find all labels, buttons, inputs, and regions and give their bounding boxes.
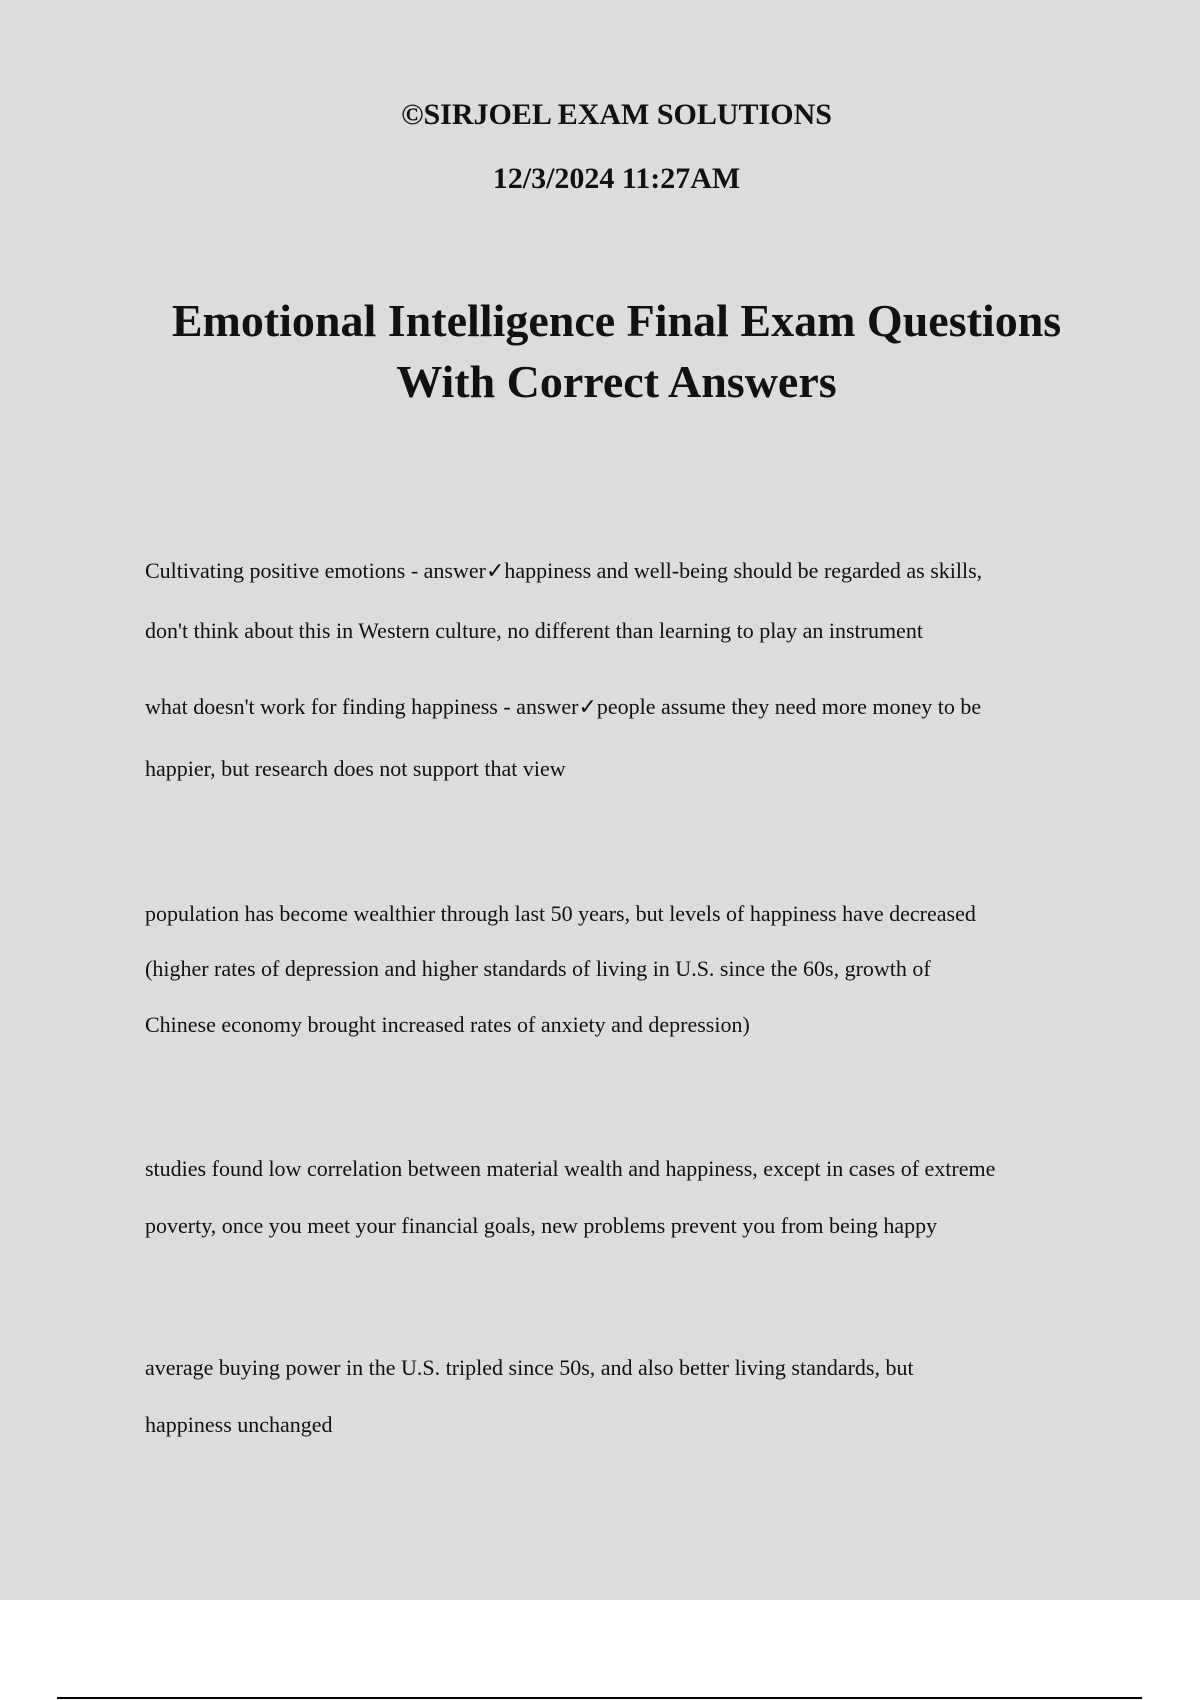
header-datetime: 12/3/2024 11:27AM — [492, 162, 741, 195]
header-organization: ©SIRJOEL EXAM SOLUTIONS — [401, 98, 832, 131]
entry-line: studies found low correlation between material wealth and happiness, except in cases of extreme — [145, 1156, 996, 1181]
document-title — [0, 290, 1200, 412]
entry-line: don't think about this in Western culture, no different than learning to play an instrument — [145, 618, 923, 643]
entry-line: Cultivating positive emotions - answer✓happiness and well-being should be regarded as skills, — [145, 558, 983, 583]
entry-line: (higher rates of depression and higher standards of living in U.S. since the 60s, growth of — [145, 956, 931, 981]
entry-line: poverty, once you meet your financial goals, new problems prevent you from being happy — [145, 1213, 938, 1238]
entry-line: average buying power in the U.S. tripled since 50s, and also better living standards, but — [145, 1355, 914, 1380]
entry-line: Chinese economy brought increased rates of anxiety and depression) — [145, 1012, 750, 1037]
qa-entry — [145, 1156, 1105, 1239]
qa-entry — [145, 694, 1105, 782]
document-title-line: Emotional Intelligence Final Exam Questions — [171, 295, 1062, 346]
entry-line: population has become wealthier through last 50 years, but levels of happiness have decreased — [145, 901, 976, 926]
entry-line: happier, but research does not support that view — [145, 756, 566, 781]
qa-entry — [145, 901, 1105, 1038]
page-divider — [57, 1697, 1142, 1699]
qa-entry — [145, 1355, 1105, 1438]
qa-entry — [145, 558, 1105, 644]
document-title-line: With Correct Answers — [396, 356, 837, 407]
entry-line: happiness unchanged — [145, 1412, 333, 1437]
entry-line: what doesn't work for finding happiness - answer✓people assume they need more money to be — [145, 694, 982, 719]
